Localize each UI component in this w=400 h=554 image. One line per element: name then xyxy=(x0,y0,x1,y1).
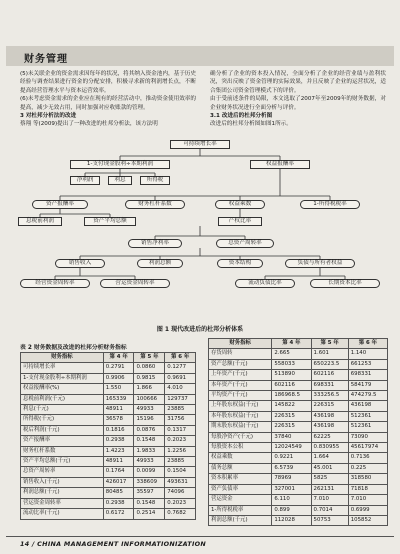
table-cell: 每股净资产(千元) xyxy=(209,432,272,442)
node-long-term-capital-ratio: 长期资本比率 xyxy=(310,279,380,288)
table-row xyxy=(209,349,388,359)
table-cell: 0.1548 xyxy=(134,436,165,446)
table-cell: 营运资金 xyxy=(209,495,272,505)
table-cell: 1.866 xyxy=(134,384,165,394)
table-cell: 1-支付现金股利÷本期利润 xyxy=(21,373,104,383)
table-row xyxy=(21,425,196,435)
table-cell: 资产总额(千元) xyxy=(209,359,272,369)
table-cell: 0.0876 xyxy=(134,425,165,435)
table-cell: 48911 xyxy=(103,457,134,467)
table-cell: 0.6999 xyxy=(348,505,387,515)
table-row xyxy=(209,370,388,380)
table-cell: 所得税(千元) xyxy=(21,415,104,425)
table-cell: 100666 xyxy=(134,394,165,404)
table-row xyxy=(209,505,388,515)
node-net-profit: 净利润 xyxy=(70,176,100,185)
table-cell: 本年股东权益(千元) xyxy=(209,411,272,421)
column-header: 财务指标 xyxy=(209,339,272,349)
table-cell: 利润总额(千元) xyxy=(209,515,272,525)
footer-rule xyxy=(6,536,394,537)
table-cell: 23885 xyxy=(165,405,196,415)
node-capital-structure: 资本结构 xyxy=(217,259,263,268)
table-row xyxy=(209,453,388,463)
column-header: 第 5 年 xyxy=(134,353,165,363)
table-cell: 0.2938 xyxy=(103,498,134,508)
table-cell: 资产负债率 xyxy=(209,484,272,494)
table-row xyxy=(21,467,196,477)
table-cell: 0.1816 xyxy=(103,425,134,435)
table-row xyxy=(209,495,388,505)
table-cell: 698331 xyxy=(348,370,387,380)
node-liabilities-equity: 负债与所有者权益 xyxy=(285,259,355,268)
table-cell: 0.6172 xyxy=(103,509,134,519)
table-row xyxy=(209,380,388,390)
table-cell: 0.2791 xyxy=(103,363,134,373)
table-cell: 78969 xyxy=(272,474,311,484)
table-cell: 71818 xyxy=(348,484,387,494)
table-cell: 5825 xyxy=(311,474,348,484)
table-cell: 0.899 xyxy=(272,505,311,515)
node-interest: 利息 xyxy=(108,176,132,185)
node-sales: 销售收入 xyxy=(55,259,105,268)
table-cell: 661253 xyxy=(348,359,387,369)
right-text-column xyxy=(210,70,386,129)
table-cell: 0.2938 xyxy=(103,436,134,446)
table-cell: 总资产周转率 xyxy=(21,467,104,477)
table-cell: 426017 xyxy=(103,477,134,487)
table-cell: 本年资产(千元) xyxy=(209,380,272,390)
section-title: 财务管理 xyxy=(24,54,68,65)
table-row xyxy=(21,394,196,404)
table-row xyxy=(209,391,388,401)
node-operating-fund-turnover: 经营资金周转率 xyxy=(20,279,90,288)
table-row xyxy=(209,515,388,525)
table-cell: 1.9833 xyxy=(134,446,165,456)
table-cell: 0.9815 xyxy=(134,373,165,383)
column-header: 第 4 年 xyxy=(272,339,311,349)
table-cell: 45.001 xyxy=(311,463,348,473)
table-cell: 48911 xyxy=(103,405,134,415)
table-cell: 49933 xyxy=(134,405,165,415)
table-cell: 期末股东权益(千元) xyxy=(209,422,272,432)
table-cell: 利息(千元) xyxy=(21,405,104,415)
table-cell: 7.010 xyxy=(348,495,387,505)
node-retention-ratio: 1-支付现金股利÷本期利润 xyxy=(70,160,170,169)
table-row xyxy=(21,373,196,383)
table-row xyxy=(21,415,196,425)
node-roe: 权益报酬率 xyxy=(250,160,310,169)
page-footer: 14 / CHINA MANAGEMENT INFORMATIONIZATION xyxy=(20,540,206,548)
table-cell: 512361 xyxy=(348,411,387,421)
node-ebit: 息税前利润 xyxy=(18,217,62,226)
table-cell: 权益报酬率(%) xyxy=(21,384,104,394)
table-cell: 112028 xyxy=(272,515,311,525)
table-row xyxy=(21,457,196,467)
table-cell: 73090 xyxy=(348,432,387,442)
table-cell: 平均资产(千元) xyxy=(209,391,272,401)
table-cell: 226315 xyxy=(272,422,311,432)
table-row xyxy=(209,422,388,432)
table-row xyxy=(21,509,196,519)
table-cell: 0.1764 xyxy=(103,467,134,477)
paragraph: 由于受前述条件的局限，本文选取了2007年至2009年的财务数据，对企业财务状况进行全面分析与评价。 xyxy=(210,96,386,111)
table-cell: 15196 xyxy=(134,415,165,425)
table-cell: 1-所得税税率 xyxy=(209,505,272,515)
table-cell: 602116 xyxy=(311,370,348,380)
column-header: 第 5 年 xyxy=(311,339,348,349)
table-cell: 0.0099 xyxy=(134,467,165,477)
table-cell: 可持续增长率 xyxy=(21,363,104,373)
table-cell: 80485 xyxy=(103,488,134,498)
table-row xyxy=(209,411,388,421)
paragraph: 确分析了企业的资本投入情况，全面分析了企业的经营业绩与盈利状况，突出反映了资金管理的实际效果，并且反映了企业的运营状况，适合集团公司资金管理模式下的评价。 xyxy=(210,71,386,94)
table-cell: 35597 xyxy=(134,488,165,498)
node-one-minus-tax: 1-所得税税率 xyxy=(300,200,360,209)
table-cell: 436198 xyxy=(348,401,387,411)
table-cell: 利润总额(千元) xyxy=(21,488,104,498)
table-row xyxy=(21,446,196,456)
table-cell: 474279.5 xyxy=(348,391,387,401)
table-cell: 558033 xyxy=(272,359,311,369)
column-header: 财务指标 xyxy=(21,353,104,363)
table-cell: 12024549 xyxy=(272,443,311,453)
table-cell: 327001 xyxy=(272,484,311,494)
table-row xyxy=(21,477,196,487)
left-text-column xyxy=(20,70,196,129)
node-equity-ratio: 产权比率 xyxy=(218,217,262,226)
table-cell: 1.550 xyxy=(103,384,134,394)
table-cell: 129737 xyxy=(165,394,196,404)
table-row xyxy=(209,484,388,494)
table-row xyxy=(209,401,388,411)
table-cell: 584179 xyxy=(348,380,387,390)
table-header-row xyxy=(21,353,196,363)
table-cell: 513890 xyxy=(272,370,311,380)
table-cell: 资本积累率 xyxy=(209,474,272,484)
table-cell: 0.9691 xyxy=(165,373,196,383)
table-cell: 226315 xyxy=(272,411,311,421)
subheading: 3.1 改进后的杜邦分析图 xyxy=(210,113,273,120)
table-row xyxy=(21,498,196,508)
table-cell: 262131 xyxy=(311,484,348,494)
table-cell: 7.010 xyxy=(311,495,348,505)
table-cell: 50753 xyxy=(311,515,348,525)
paragraph: 蔡翔 等(2009)提出了一种改进的杜邦分析法，该方法明 xyxy=(20,121,158,128)
table-cell: 338609 xyxy=(134,477,165,487)
column-header: 第 6 年 xyxy=(165,353,196,363)
node-current-liability-ratio: 流动负债比率 xyxy=(235,279,295,288)
table-cell: 1.601 xyxy=(311,349,348,359)
table-cell: 436198 xyxy=(311,422,348,432)
figure-caption: 图 1 现代改进后的杜邦分析体系 xyxy=(156,326,244,333)
table-cell: 0.9906 xyxy=(103,373,134,383)
table-cell: 0.830955 xyxy=(311,443,348,453)
table-cell: 0.2514 xyxy=(134,509,165,519)
table-cell: 49933 xyxy=(134,457,165,467)
table-cell: 6.110 xyxy=(272,495,311,505)
table-cell: 1.4223 xyxy=(103,446,134,456)
table-cell: 602116 xyxy=(272,380,311,390)
table-cell: 165339 xyxy=(103,394,134,404)
table-cell: 186968.5 xyxy=(272,391,311,401)
table-cell: 1.140 xyxy=(348,349,387,359)
node-total-profit: 利润总额 xyxy=(137,259,183,268)
column-header: 第 6 年 xyxy=(348,339,387,349)
table-cell: 226315 xyxy=(311,401,348,411)
table-cell: 512361 xyxy=(348,422,387,432)
paragraph: (6)未考虑资金需求的企业应在现有的经营活动中，推动资金使用效率的提高，减少无效占用，同时加强对应收账款的管理。 xyxy=(20,96,196,111)
dupont-diagram xyxy=(0,140,400,333)
table-cell: 74096 xyxy=(165,488,196,498)
table-cell: 营运资金周转率 xyxy=(21,498,104,508)
node-financial-leverage: 财务杠杆系数 xyxy=(125,200,185,209)
table-cell: 31756 xyxy=(165,415,196,425)
table-cell: 23885 xyxy=(165,457,196,467)
node-sustainable-growth: 可持续增长率 xyxy=(170,140,230,149)
table-cell: 每股资本公积 xyxy=(209,443,272,453)
node-roa: 资产报酬率 xyxy=(32,200,88,209)
node-asset-turnover: 总资产周转率 xyxy=(216,239,274,248)
table-cell: 0.0860 xyxy=(134,363,165,373)
node-working-capital-turnover: 营运资金周转率 xyxy=(100,279,170,288)
diagram-connectors xyxy=(0,140,400,330)
table2 xyxy=(20,352,196,520)
node-net-margin: 销售净利率 xyxy=(128,239,182,248)
table-cell: 0.7014 xyxy=(311,505,348,515)
table-cell: 销售收入(千元) xyxy=(21,477,104,487)
table-cell: 0.2023 xyxy=(165,436,196,446)
table-cell: 流动比率(千元) xyxy=(21,509,104,519)
table-cell: 资产报酬率 xyxy=(21,436,104,446)
table-cell: 436198 xyxy=(311,411,348,421)
table-cell: 37840 xyxy=(272,432,311,442)
node-income-tax: 所得税 xyxy=(140,176,170,185)
table-header-row xyxy=(209,339,388,349)
table-cell: 650223.5 xyxy=(311,359,348,369)
table-cell: 0.1548 xyxy=(134,498,165,508)
table-cell: 2.665 xyxy=(272,349,311,359)
table-row xyxy=(209,359,388,369)
table-row xyxy=(21,436,196,446)
table-cell: 6.5739 xyxy=(272,463,311,473)
table-cell: 1.2256 xyxy=(165,446,196,456)
table-cell: 0.7136 xyxy=(348,453,387,463)
table2-caption: 表 2 财务数据及改进的杜邦分析财务指标 xyxy=(20,345,127,351)
table-cell: 698331 xyxy=(311,380,348,390)
table-row xyxy=(21,488,196,498)
table-cell: 债务总额 xyxy=(209,463,272,473)
table-cell: 36578 xyxy=(103,415,134,425)
node-equity-multiplier: 权益乘数 xyxy=(215,200,265,209)
table-row xyxy=(209,463,388,473)
table-cell: 105852 xyxy=(348,515,387,525)
table-cell: 息税前利润(千元) xyxy=(21,394,104,404)
table-row xyxy=(21,405,196,415)
table-cell: 税后利润(千元) xyxy=(21,425,104,435)
table-cell: 0.225 xyxy=(348,463,387,473)
subheading: 3 对杜邦分析法的改进 xyxy=(20,113,77,120)
table-row xyxy=(21,384,196,394)
table-cell: 0.1277 xyxy=(165,363,196,373)
table-cell: 上年股东权益(千元) xyxy=(209,401,272,411)
column-header: 第 4 年 xyxy=(103,353,134,363)
table-cell: 资产平均总额(千元) xyxy=(21,457,104,467)
table-cell: 333256.5 xyxy=(311,391,348,401)
table-cell: 财务杠杆系数 xyxy=(21,446,104,456)
table-row xyxy=(209,432,388,442)
table-cell: 权益乘数 xyxy=(209,453,272,463)
table-row xyxy=(209,443,388,453)
table-cell: 1.664 xyxy=(311,453,348,463)
table-cell: 上年资产(千元) xyxy=(209,370,272,380)
table-cell: 45617974 xyxy=(348,443,387,453)
table-cell: 0.7682 xyxy=(165,509,196,519)
table-row xyxy=(21,363,196,373)
paragraph: 改进后的杜邦分析图如图1所示。 xyxy=(210,121,292,128)
table-cell: 0.1504 xyxy=(165,467,196,477)
table-cell: 0.2023 xyxy=(165,498,196,508)
table-cell: 493631 xyxy=(165,477,196,487)
table-cell: 318580 xyxy=(348,474,387,484)
table-cell: 存货周转 xyxy=(209,349,272,359)
paragraph: (5)未关联企业的资金需求因每年的状况，将其纳入资金池内，基于历史经验与调查结果进行资金的分配安排，积极寻求新的利润增长点，不断提高经营管理水平与资本运营效率。 xyxy=(20,71,196,94)
table-cell: 62225 xyxy=(311,432,348,442)
node-avg-assets: 资产平均总额 xyxy=(84,217,136,226)
table-cell: 0.1317 xyxy=(165,425,196,435)
table-cell: 0.9221 xyxy=(272,453,311,463)
table-cell: 145822 xyxy=(272,401,311,411)
table3 xyxy=(208,338,388,526)
table-row xyxy=(209,474,388,484)
table-cell: 4.010 xyxy=(165,384,196,394)
